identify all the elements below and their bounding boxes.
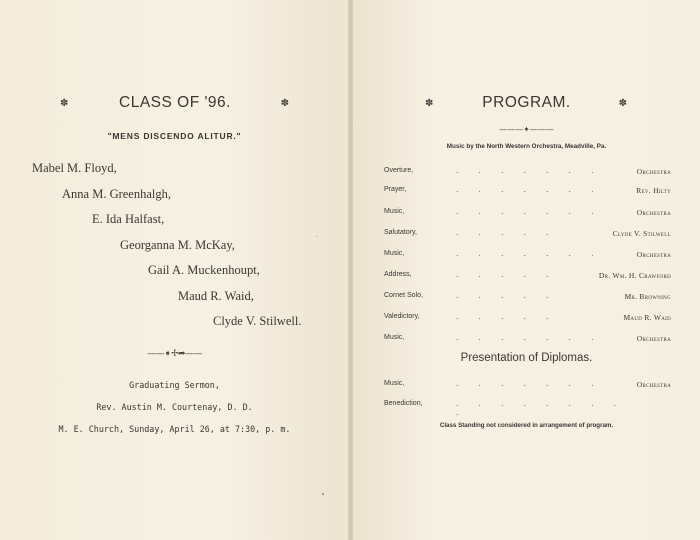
program-item	[384, 334, 671, 346]
ornament-icon: ✽	[280, 97, 290, 109]
program-item-name: Salutatory,	[384, 229, 417, 236]
leader-dots: . . . . .	[456, 228, 549, 237]
graduate-name: E. Ida Halfast,	[92, 212, 165, 226]
program-item-performer: Orchestra	[636, 167, 671, 176]
program-item-performer: Rev. Hilty	[636, 186, 671, 195]
leader-dots: . . . . . . . ..	[456, 399, 616, 417]
class-title-row	[60, 94, 290, 112]
leader-dots: . . . . . . .	[456, 379, 594, 388]
ornament-icon: ✽	[425, 97, 435, 109]
sermon-heading: Graduating Sermon,	[129, 380, 220, 390]
program-item-name: Overture,	[384, 167, 414, 174]
program-item-performer: Mr. Browning	[624, 292, 671, 301]
program-item-performer: Orchestra	[636, 208, 671, 217]
graduate-name: Mabel M. Floyd,	[32, 161, 117, 175]
program-item-name: Prayer,	[384, 186, 407, 193]
program-item-name: Address,	[384, 271, 412, 278]
ornament-icon: ✽	[618, 97, 628, 109]
program-item-name: Music,	[384, 380, 405, 387]
program-item-name: Valedictory,	[384, 313, 420, 320]
leader-dots: . . . . .	[456, 291, 549, 300]
leader-dots: . . . . . . .	[456, 207, 594, 216]
program-item-name: Cornet Solo,	[384, 292, 423, 299]
leader-dots: . . . . . . .	[456, 185, 594, 194]
ornamental-divider: ——➧✢➦——	[146, 349, 203, 359]
leader-dots: . . . . .	[456, 270, 549, 279]
program-item-performer: Orchestra	[636, 380, 671, 389]
program-item	[384, 313, 671, 325]
program-item-performer: Maud R. Waid	[623, 313, 671, 322]
sermon-preacher: Rev. Austin M. Courtenay, D. D.	[96, 402, 253, 412]
class-title: CLASS OF '96.	[119, 94, 231, 111]
program-title: PROGRAM.	[482, 94, 571, 111]
leader-dots: . . . . . . .	[456, 166, 594, 175]
graduate-name: Maud R. Waid,	[178, 289, 254, 303]
graduate-name: Anna M. Greenhalgh,	[62, 187, 171, 201]
graduate-name: Georganna M. McKay,	[120, 238, 235, 252]
program-item	[384, 208, 671, 220]
program-item	[384, 292, 671, 304]
program-item-performer: Orchestra	[636, 250, 671, 259]
program-item-name: Benediction,	[384, 400, 423, 407]
program-item	[384, 399, 671, 417]
leader-dots: . . . . . . .	[456, 333, 594, 342]
graduate-name: Gail A. Muckenhoupt,	[148, 263, 260, 277]
program-title-row	[425, 94, 628, 112]
graduate-name: Clyde V. Stilwell.	[213, 314, 302, 328]
ornamental-divider: ———✦———	[499, 125, 554, 134]
program-item-name: Music,	[384, 250, 405, 257]
program-item-name: Music,	[384, 208, 405, 215]
presentation-heading: Presentation of Diplomas.	[460, 352, 593, 364]
leader-dots: . . . . . . .	[456, 249, 594, 258]
class-motto: "MENS DISCENDO ALITUR."	[107, 131, 242, 141]
music-credit: Music by the North Western Orchestra, Meadville, Pa.	[446, 143, 607, 150]
program-item	[384, 380, 671, 392]
program-item	[384, 186, 671, 198]
program-item-performer: Orchestra	[636, 334, 671, 343]
program-item-name: Music,	[384, 334, 405, 341]
paper-speck	[322, 493, 324, 495]
program-item	[384, 271, 671, 283]
program-item-performer: Clyde V. Stilwell	[612, 229, 671, 238]
sermon-place: M. E. Church, Sunday, April 26, at 7:30, p. m.	[58, 424, 291, 434]
leader-dots: . . . . .	[456, 312, 549, 321]
program-item	[384, 229, 671, 241]
program-item-performer: Dr. Wm. H. Crawford	[598, 271, 671, 280]
program-item	[384, 167, 671, 179]
ornament-icon: ✽	[60, 97, 70, 109]
program-item	[384, 250, 671, 262]
program-note: Class Standing not considered in arrangement of program.	[439, 422, 614, 429]
paper-speck	[316, 236, 317, 237]
